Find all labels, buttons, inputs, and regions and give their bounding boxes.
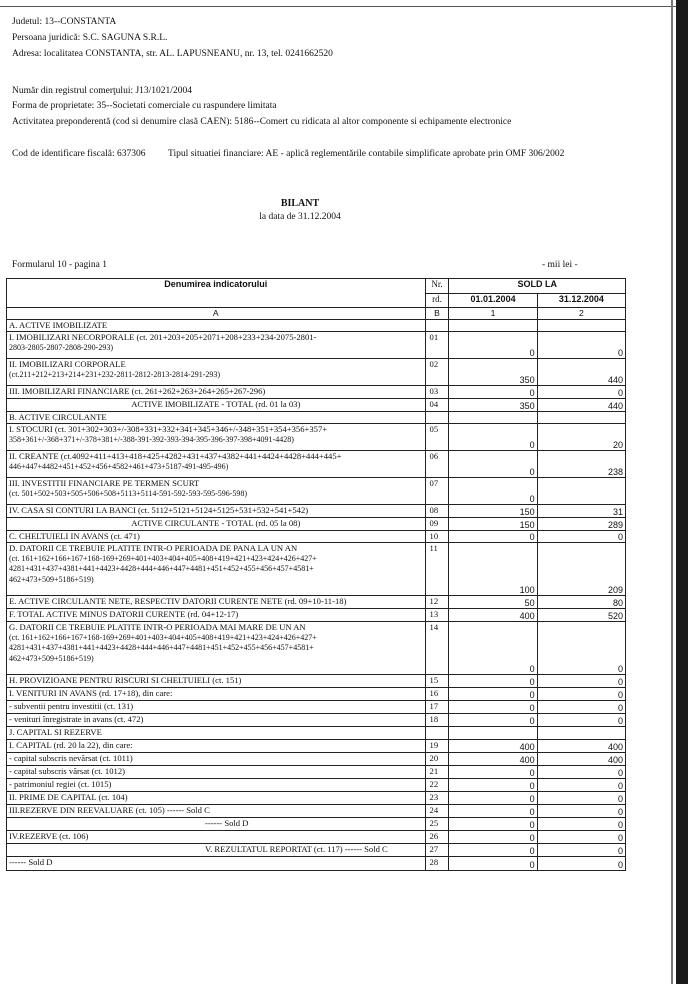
value-01-01-2004: 0 [449, 424, 537, 451]
table-row [7, 779, 626, 792]
row-indicator [7, 675, 426, 688]
row-indicator [7, 688, 426, 701]
value-31-12-2004: 0 [537, 675, 625, 688]
value-31-12-2004: 238 [537, 451, 625, 478]
row-indicator [7, 332, 426, 359]
value-31-12-2004: 0 [537, 831, 625, 844]
value-31-12-2004: 440 [537, 359, 625, 386]
value-01-01-2004: 0 [449, 779, 537, 792]
row-number: 14 [425, 622, 449, 675]
row-label: B. ACTIVE CIRCULANTE [9, 412, 107, 422]
table-row [7, 359, 626, 386]
header-registru: Număr din registrul comerţului: J13/1021/2004 [12, 86, 192, 96]
row-indicator [7, 596, 426, 609]
row-label: III.REZERVE DIN REEVALUARE (ct. 105) ------ Sold C [9, 805, 210, 815]
value-31-12-2004: 31 [537, 505, 625, 518]
row-indicator [7, 779, 426, 792]
table-row [7, 805, 626, 818]
value-01-01-2004: 0 [449, 386, 537, 399]
row-indicator [7, 753, 426, 766]
row-indicator [7, 451, 426, 478]
row-label-continued: 462+473+509+5186+519) [9, 653, 94, 663]
header-rd: rd. [425, 294, 449, 308]
row-label-continued: 446+447+4482+451+452+456+4582+461+473+5187-491-495-496) [9, 461, 229, 471]
value-31-12-2004 [537, 320, 625, 332]
table-row [7, 688, 626, 701]
table-row [7, 332, 626, 359]
table-row [7, 518, 626, 531]
table-row [7, 412, 626, 424]
header-judet: Judetul: 13--CONSTANTA [12, 17, 117, 27]
row-number: 25 [425, 818, 449, 831]
table-row [7, 451, 626, 478]
table-row [7, 753, 626, 766]
value-01-01-2004: 0 [449, 844, 537, 857]
value-31-12-2004: 0 [537, 386, 625, 399]
row-indicator [7, 505, 426, 518]
balance-sheet-table [6, 278, 626, 871]
value-31-12-2004: 0 [537, 688, 625, 701]
row-number: 10 [425, 531, 449, 543]
row-number: 26 [425, 831, 449, 844]
value-01-01-2004: 0 [449, 831, 537, 844]
row-number: 01 [425, 332, 449, 359]
row-indicator [7, 609, 426, 622]
row-indicator [7, 386, 426, 399]
value-01-01-2004: 0 [449, 531, 537, 543]
value-31-12-2004: 400 [537, 753, 625, 766]
row-label: IV. CASA SI CONTURI LA BANCI (ct. 5112+5121+5124+5125+531+532+541+542) [9, 505, 309, 515]
value-01-01-2004: 0 [449, 622, 537, 675]
row-label: I. VENITURI IN AVANS (rd. 17+18), din care: [9, 688, 173, 698]
value-31-12-2004: 0 [537, 818, 625, 831]
row-label: II. IMOBILIZARI CORPORALE [9, 359, 126, 369]
row-indicator [7, 805, 426, 818]
table-row [7, 478, 626, 505]
value-31-12-2004: 289 [537, 518, 625, 531]
formular-label: Formularul 10 - pagina 1 [12, 260, 107, 270]
row-indicator [7, 412, 426, 424]
row-label: ACTIVE IMOBILIZATE - TOTAL (rd. 01 la 03) [131, 399, 301, 409]
row-label-continued: (ct.211+212+213+214+231+232-2811-2812-2813-2814-291-293) [9, 369, 221, 379]
row-number: 18 [425, 714, 449, 727]
row-number: 03 [425, 386, 449, 399]
value-01-01-2004: 150 [449, 518, 537, 531]
row-label: - subventii pentru investitii (ct. 131) [9, 701, 134, 711]
row-indicator [7, 844, 426, 857]
value-01-01-2004: 0 [449, 714, 537, 727]
value-01-01-2004: 150 [449, 505, 537, 518]
row-label: C. CHELTUIELI IN AVANS (ct. 471) [9, 531, 140, 541]
table-row [7, 792, 626, 805]
row-label: D. DATORII CE TREBUIE PLATITE INTR-O PERIOADA DE PANA LA UN AN [9, 543, 298, 553]
row-indicator [7, 818, 426, 831]
row-number: 27 [425, 844, 449, 857]
value-31-12-2004: 0 [537, 714, 625, 727]
table-row [7, 714, 626, 727]
scan-right-edge [676, 0, 688, 984]
row-number: 07 [425, 478, 449, 505]
row-number: 08 [425, 505, 449, 518]
table-row [7, 531, 626, 543]
header-indicator: Denumirea indicatorului [7, 279, 426, 308]
row-label: III. IMOBILIZARI FINANCIARE (ct. 261+262+263+264+265+267-296) [9, 386, 266, 396]
value-01-01-2004: 0 [449, 332, 537, 359]
row-indicator [7, 543, 426, 596]
value-01-01-2004: 0 [449, 675, 537, 688]
value-31-12-2004: 520 [537, 609, 625, 622]
letter-b: B [425, 308, 449, 320]
row-label-continued: 4281+431+437+4381+441+4423+4428+444+446+447+4481+451+452+455+456+457+4581+ [9, 643, 314, 652]
header-adresa: Adresa: localitatea CONSTANTA, str. AL. LAPUSNEANU, nr. 13, tel. 0241662520 [12, 49, 333, 59]
value-01-01-2004: 0 [449, 688, 537, 701]
letter-a: A [7, 308, 426, 320]
header-sold: SOLD LA [449, 279, 626, 294]
header-nr: Nr. [425, 279, 449, 294]
value-31-12-2004: 80 [537, 596, 625, 609]
row-label-continued: 2803-2805-2807-2808-290-293) [9, 342, 113, 352]
value-31-12-2004: 400 [537, 740, 625, 753]
row-number: 23 [425, 792, 449, 805]
header-proprietate: Forma de proprietate: 35--Societati comerciale cu raspundere limitata [12, 101, 277, 111]
table-row [7, 857, 626, 871]
row-label: I. CAPITAL (rd. 20 la 22), din care: [9, 740, 133, 750]
table-row [7, 399, 626, 412]
row-number: 19 [425, 740, 449, 753]
value-31-12-2004: 0 [537, 805, 625, 818]
row-indicator [7, 701, 426, 714]
letter-1: 1 [449, 308, 537, 320]
row-indicator [7, 714, 426, 727]
header-activitate: Activitatea preponderentă (cod si denumire clasă CAEN): 5186--Comert cu ridicata al altor componente si echipamente electronice [12, 117, 512, 127]
row-label: I. IMOBILIZARI NECORPORALE (ct. 201+203+205+2071+208+233+234-2075-2801- [9, 332, 317, 342]
letter-2: 2 [537, 308, 625, 320]
row-label: F. TOTAL ACTIVE MINUS DATORII CURENTE (rd. 04+12-17) [9, 609, 239, 619]
row-indicator [7, 857, 426, 871]
header-date-2: 31.12.2004 [537, 294, 625, 308]
value-31-12-2004 [537, 478, 625, 505]
row-number: 09 [425, 518, 449, 531]
row-indicator [7, 399, 426, 412]
row-number: 06 [425, 451, 449, 478]
row-label: ACTIVE CIRCULANTE - TOTAL (rd. 05 la 08) [131, 518, 301, 528]
unit-label: - mii lei - [542, 260, 578, 270]
table-row [7, 766, 626, 779]
value-31-12-2004: 209 [537, 543, 625, 596]
header-cod-fiscal: Cod de identificare fiscală: 637306 [12, 149, 146, 159]
value-31-12-2004: 0 [537, 622, 625, 675]
row-number: 11 [425, 543, 449, 596]
table-row [7, 740, 626, 753]
table-row [7, 831, 626, 844]
row-label: H. PROVIZIOANE PENTRU RISCURI SI CHELTUIELI (ct. 151) [9, 675, 242, 685]
row-indicator [7, 831, 426, 844]
row-number [425, 412, 449, 424]
row-label: A. ACTIVE IMOBILIZATE [9, 320, 108, 330]
row-label: I. STOCURI (ct. 301+302+303+/-308+331+332+341+345+346+/-348+351+354+356+357+ [9, 424, 328, 434]
row-number: 16 [425, 688, 449, 701]
value-01-01-2004 [449, 412, 537, 424]
table-row [7, 505, 626, 518]
row-label: ------ Sold D [9, 857, 53, 867]
row-label: - venituri înregistrate in avans (ct. 472) [9, 714, 144, 724]
row-indicator [7, 766, 426, 779]
row-indicator [7, 424, 426, 451]
value-31-12-2004: 0 [537, 857, 625, 871]
value-01-01-2004: 0 [449, 701, 537, 714]
value-01-01-2004: 0 [449, 818, 537, 831]
row-number: 24 [425, 805, 449, 818]
table-row [7, 596, 626, 609]
row-number: 12 [425, 596, 449, 609]
table-row [7, 675, 626, 688]
value-01-01-2004: 400 [449, 753, 537, 766]
row-number: 28 [425, 857, 449, 871]
row-label: II. CREANTE (ct.4092+411+413+418+425+4282+431+437+4382+441+4424+4428+444+445+ [9, 451, 342, 461]
row-indicator [7, 740, 426, 753]
row-indicator [7, 478, 426, 505]
row-number: 05 [425, 424, 449, 451]
value-31-12-2004: 0 [537, 844, 625, 857]
row-label-continued: (ct. 161+162+166+167+168-169+269+401+403+404+405+408+419+421+423+424+426+427+ [9, 632, 317, 642]
row-number: 17 [425, 701, 449, 714]
row-number: 20 [425, 753, 449, 766]
row-number: 13 [425, 609, 449, 622]
row-number [425, 320, 449, 332]
header-tip-situatie: Tipul situatiei financiare: AE - aplică reglementările contabile simplificate aprobate prin OMF 306/2002 [168, 149, 565, 159]
row-label: III. INVESTITII FINANCIARE PE TERMEN SCURT [9, 478, 200, 488]
row-number: 15 [425, 675, 449, 688]
value-01-01-2004: 0 [449, 451, 537, 478]
table-row [7, 818, 626, 831]
row-indicator [7, 792, 426, 805]
value-31-12-2004: 440 [537, 399, 625, 412]
row-label: - capital subscris nevărsat (ct. 1011) [9, 753, 133, 763]
value-01-01-2004 [449, 320, 537, 332]
row-number: 02 [425, 359, 449, 386]
row-indicator [7, 531, 426, 543]
row-label: - patrimoniul regiei (ct. 1015) [9, 779, 112, 789]
scan-right-line [671, 0, 673, 984]
value-01-01-2004: 0 [449, 478, 537, 505]
row-label: J. CAPITAL SI REZERVE [9, 727, 102, 737]
row-indicator [7, 320, 426, 332]
value-01-01-2004: 350 [449, 399, 537, 412]
value-31-12-2004: 0 [537, 766, 625, 779]
value-01-01-2004: 400 [449, 740, 537, 753]
value-01-01-2004: 0 [449, 792, 537, 805]
row-label: E. ACTIVE CIRCULANTE NETE, RESPECTIV DATORII CURENTE NETE (rd. 09+10-11-18) [9, 596, 347, 606]
table-row [7, 727, 626, 740]
value-01-01-2004: 400 [449, 609, 537, 622]
value-01-01-2004: 100 [449, 543, 537, 596]
row-label-continued: 4281+431+437+4381+441+4423+4428+444+446+447+4481+451+452+455+456+457+4581+ [9, 564, 314, 573]
row-label: V. REZULTATUL REPORTAT (ct. 117) ------ Sold C [205, 844, 388, 854]
table-row [7, 543, 626, 596]
document-subtitle: la data de 31.12.2004 [259, 212, 341, 222]
row-label-continued: 462+473+509+5186+519) [9, 574, 94, 584]
row-label: G. DATORII CE TREBUIE PLATITE INTR-O PERIOADA MAI MARE DE UN AN [9, 622, 306, 632]
value-31-12-2004: 0 [537, 701, 625, 714]
row-indicator [7, 518, 426, 531]
value-01-01-2004: 50 [449, 596, 537, 609]
document-title: BILANT [280, 198, 320, 209]
row-label-continued: (ct. 161+162+166+167+168-169+269+401+403+404+405+408+419+421+423+424+426+427+ [9, 553, 317, 563]
header-date-1: 01.01.2004 [449, 294, 537, 308]
table-row [7, 701, 626, 714]
row-indicator [7, 359, 426, 386]
row-label: ------ Sold D [205, 818, 249, 828]
table-row [7, 622, 626, 675]
value-01-01-2004: 0 [449, 766, 537, 779]
table-row [7, 609, 626, 622]
value-01-01-2004: 350 [449, 359, 537, 386]
row-number [425, 727, 449, 740]
table-row [7, 320, 626, 332]
value-31-12-2004: 20 [537, 424, 625, 451]
value-31-12-2004: 0 [537, 792, 625, 805]
value-31-12-2004 [537, 727, 625, 740]
value-01-01-2004 [449, 727, 537, 740]
row-label: - capital subscris vărsat (ct. 1012) [9, 766, 125, 776]
row-label-continued: 358+361+/-368+371+/-378+381+/-388-391-392-393-394-395-396-397-398+4091-4428) [9, 434, 294, 444]
value-31-12-2004 [537, 412, 625, 424]
row-indicator [7, 727, 426, 740]
row-label: II. PRIME DE CAPITAL (ct. 104) [9, 792, 128, 802]
value-31-12-2004: 0 [537, 531, 625, 543]
scan-top-border [0, 6, 688, 7]
value-01-01-2004: 0 [449, 857, 537, 871]
row-label-continued: (ct. 501+502+503+505+506+508+5113+5114-591-592-593-595-596-598) [9, 488, 248, 498]
row-indicator [7, 622, 426, 675]
value-31-12-2004: 0 [537, 779, 625, 792]
table-row [7, 844, 626, 857]
table-row [7, 386, 626, 399]
table-row [7, 424, 626, 451]
row-number: 22 [425, 779, 449, 792]
row-label: IV.REZERVE (ct. 106) [9, 831, 89, 841]
value-31-12-2004: 0 [537, 332, 625, 359]
value-01-01-2004: 0 [449, 805, 537, 818]
row-number: 04 [425, 399, 449, 412]
header-persoana: Persoana juridică: S.C. SAGUNA S.R.L. [12, 33, 168, 43]
row-number: 21 [425, 766, 449, 779]
